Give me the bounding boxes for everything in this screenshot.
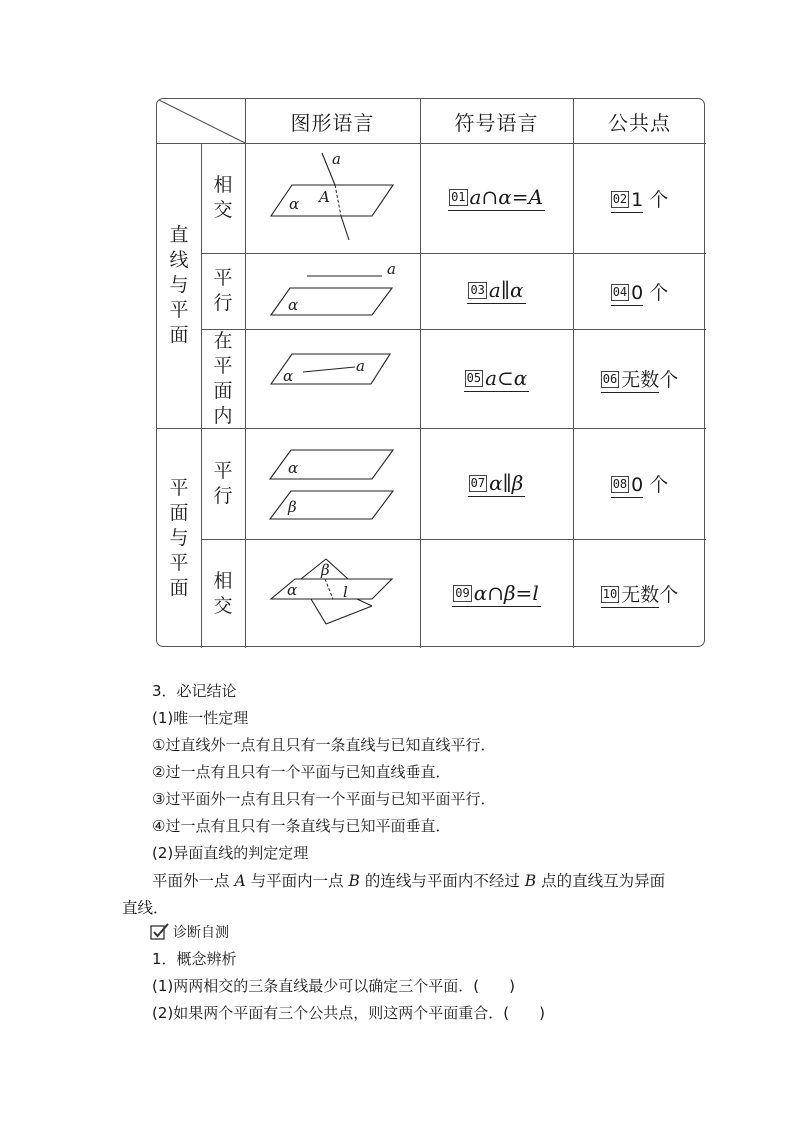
theorem-item: ③过平面外一点有且只有一个平面与已知平面平行． <box>152 790 496 808</box>
text-run: 与平面内一点 <box>245 872 349 890</box>
blank-number: 05 <box>466 370 482 385</box>
fig-label: β <box>288 498 297 516</box>
point-label: A <box>234 872 246 890</box>
text-run: 点的直线互为异面 <box>536 872 666 890</box>
symbol-cell <box>420 428 573 539</box>
figure-line-parallel-plane <box>245 253 420 329</box>
fig-label: β <box>321 561 330 579</box>
figure-line-intersect-plane <box>245 143 420 253</box>
case-label: 平行 <box>213 459 233 507</box>
symbol-text: a∩α=A <box>469 185 543 209</box>
header-figure: 图形语言 <box>290 110 375 135</box>
figure-line-in-plane <box>245 329 420 428</box>
header-points: 公共点 <box>608 110 671 135</box>
points-value: 0 <box>631 474 644 496</box>
case-cell <box>201 539 245 648</box>
theorem-item: ②过一点有且只有一个平面与已知直线垂直． <box>152 763 451 781</box>
subsection-title: (2)异面直线的判定定理 <box>152 844 309 862</box>
theorem-item: ①过直线外一点有且只有一条直线与已知直线平行． <box>152 736 496 754</box>
case-cell <box>201 143 245 253</box>
blank-number: 06 <box>602 372 618 386</box>
blank-number: 09 <box>455 585 470 600</box>
case-cell <box>201 253 245 329</box>
subsection-title: (1)唯一性定理 <box>152 709 249 727</box>
fig-label: α <box>288 459 299 477</box>
symbol-answer <box>468 471 526 497</box>
question-item: (1)两两相交的三条直线最少可以确定三个平面．( ) <box>152 977 515 995</box>
group-label: 直线与平面 <box>169 224 189 346</box>
question-title: 1．概念辨析 <box>152 950 237 968</box>
section-title: 3．必记结论 <box>152 682 237 700</box>
points-unit: 个 <box>649 281 669 304</box>
symbol-answer <box>448 185 545 211</box>
blank-number: 01 <box>451 190 466 204</box>
symbol-cell <box>420 539 573 648</box>
blank-number: 08 <box>612 477 628 491</box>
points-answer <box>601 580 678 607</box>
points-value: 无数 <box>621 584 660 606</box>
points-unit: 个 <box>659 584 679 606</box>
figure-planes-intersect <box>245 539 420 648</box>
points-unit: 个 <box>649 474 669 496</box>
blank-number: 07 <box>470 475 486 490</box>
symbol-answer <box>464 366 530 392</box>
points-answer <box>601 365 678 392</box>
paragraph-line <box>152 869 665 891</box>
points-cell <box>573 143 706 253</box>
points-unit: 个 <box>659 369 679 391</box>
summary-table <box>156 98 705 647</box>
paragraph-line: 直线． <box>122 899 169 917</box>
group-line-plane <box>157 143 201 428</box>
case-cell <box>201 428 245 539</box>
blank-number: 03 <box>470 283 485 297</box>
blank-number: 04 <box>612 284 628 299</box>
points-answer <box>611 185 669 212</box>
symbol-text: α∥β <box>489 470 524 495</box>
symbol-answer <box>467 278 525 304</box>
text-run: 的连线与平面内不经过 <box>359 872 525 890</box>
theorem-item: ④过一点有且只有一条直线与已知平面垂直． <box>152 817 451 835</box>
text-run: 平面外一点 <box>152 872 235 890</box>
points-cell <box>573 539 706 648</box>
point-label: B <box>524 872 537 890</box>
fig-label: a <box>332 150 341 168</box>
symbol-text: a∥α <box>488 278 524 302</box>
group-plane-plane <box>157 428 201 648</box>
corner-diagonal <box>157 99 245 143</box>
points-value: 无数 <box>621 369 660 391</box>
symbol-cell <box>420 329 573 428</box>
self-test-badge <box>150 922 229 942</box>
symbol-text: α∩β=l <box>473 580 539 605</box>
symbol-cell <box>420 253 573 329</box>
group-label: 平面与平面 <box>169 476 189 599</box>
points-cell <box>573 428 706 539</box>
symbol-cell <box>420 143 573 253</box>
case-label: 平行 <box>213 267 233 314</box>
blank-number: 02 <box>612 191 628 206</box>
fig-label: a <box>356 357 365 375</box>
case-label: 相交 <box>213 174 233 221</box>
case-cell <box>201 329 245 428</box>
fig-label: α <box>287 581 298 599</box>
case-label: 相交 <box>213 569 233 617</box>
fig-label: l <box>343 583 348 601</box>
checkbox-check-icon <box>150 923 170 941</box>
points-answer <box>611 278 669 305</box>
case-label: 在平面内 <box>213 329 233 427</box>
points-value: 1 <box>631 188 644 211</box>
symbol-text: a⊂α <box>485 365 528 390</box>
points-cell <box>573 329 706 428</box>
fig-label: a <box>387 260 396 278</box>
fig-label: α <box>288 296 299 314</box>
fig-label: α <box>289 195 300 213</box>
question-item: (2)如果两个平面有三个公共点，则这两个平面重合．( ) <box>152 1004 545 1022</box>
figure-planes-parallel <box>245 428 420 539</box>
points-value: 0 <box>631 281 644 304</box>
fig-label: α <box>283 367 294 385</box>
point-label: B <box>348 872 360 890</box>
badge-label: 诊断自测 <box>173 925 229 941</box>
symbol-answer <box>452 581 540 607</box>
fig-label: A <box>319 188 330 206</box>
points-answer <box>611 470 669 497</box>
points-cell <box>573 253 706 329</box>
header-symbol: 符号语言 <box>454 110 539 135</box>
blank-number: 10 <box>602 587 618 601</box>
points-unit: 个 <box>649 188 669 211</box>
